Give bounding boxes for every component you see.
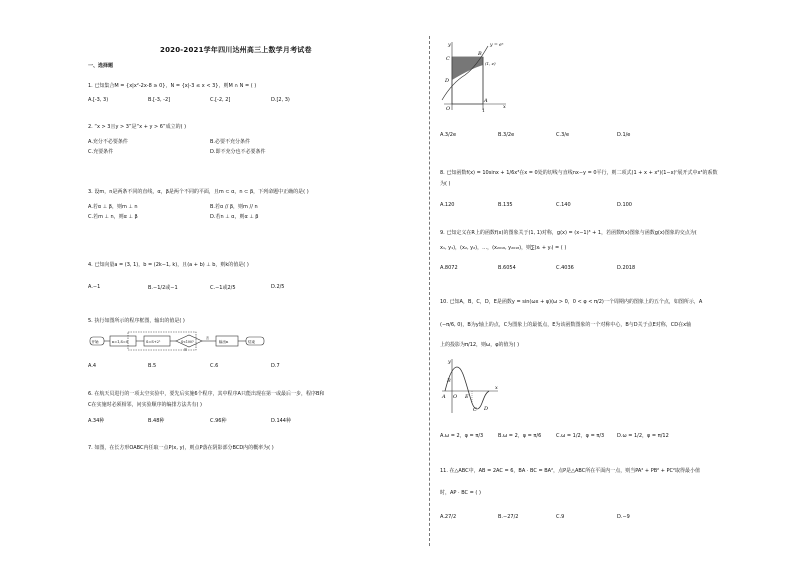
question-8-line-1: 8. 已知函数f(x) = 10sinx + 1/6x³在x = 0处的切线与直线nx−y = 0平行，则二项式(1 + x + x²)(1−x)ⁿ展开式中x⁴的系数	[440, 170, 718, 176]
q11-option-d: D.−9	[617, 514, 630, 520]
flow-start: 开始	[91, 340, 99, 344]
question-10-line-1: 10. 已知A，B，C，D，E是函数y = sin(ωx + φ)(ω > 0，0 < φ < π/2)一个周期内的图象上的五个点，如图所示，A	[440, 299, 703, 305]
q5-option-b: B.5	[148, 363, 157, 369]
q8-option-a: A.120	[440, 202, 455, 208]
flow-output: 输出n	[219, 340, 229, 344]
question-6-line-1: 6. 在航天员进行的一项太空实验中，要先后实施6个程序，其中程序A只能出现在第一或最后一步，程序B和	[88, 391, 325, 397]
question-9-line-1: 9. 已知定义在R上的函数f(x)的图象关于(1, 1)对称，g(x) = (x−1)³ + 1，若函数f(x)图象与函数g(x)图象的交点为(	[440, 230, 697, 236]
question-5: 5. 执行如图所示的程序框图，输出的值是( )	[88, 318, 185, 324]
q7-option-c: C.3/e	[556, 132, 570, 138]
flow-no: 否	[206, 336, 210, 340]
question-7: 7. 如图，在长方形OABC内任取一点P(x, y)，则点P落在阴影部分BCD内的概率为( )	[88, 445, 274, 451]
question-11-line-1: 11. 在△ABC中，AB = 2AC = 6，BA · BC = BA²，点P是△ABC所在平面内一点，则当PA² + PB² + PC²取得最小值	[440, 468, 701, 474]
flowchart	[88, 330, 278, 352]
q4-option-c: C.−1或2/5	[210, 285, 236, 291]
graph10-c-label: C	[473, 407, 477, 413]
q11-option-c: C.9	[556, 514, 565, 520]
q3-option-b: B.若α // β，则m // n	[210, 204, 258, 210]
q3-option-c: C.若m ⊥ n，则α ⊥ β	[88, 214, 138, 220]
q11-option-a: A.27/2	[440, 514, 457, 520]
question-2: 2. “x > 3且y > 3”是“x + y > 6”成立的( )	[88, 124, 187, 130]
question-1: 1. 已知集合M = {x|x²-2x-8 ≥ 0}，N = {x|-3 ≤ x < 3}，则M ∩ N = ( )	[88, 83, 257, 89]
q10-option-d: D.ω = 1/2，φ = π/12	[617, 433, 669, 439]
question-6-line-2: C在实施时必须相邻，问实验顺序的编排方法共有( )	[88, 402, 202, 408]
origin-label: O	[446, 106, 451, 112]
section-heading: 一、选择题	[88, 63, 114, 69]
q3-option-d: D.若n ⊥ α，则α ⊥ β	[210, 214, 259, 220]
q5-option-c: C.6	[210, 363, 219, 369]
point-coordinate-label: (1, e)	[485, 61, 496, 66]
q2-option-c: C.充要条件	[88, 149, 114, 155]
q1-option-b: B.[-3, -2]	[148, 97, 171, 103]
q11-option-b: B.−27/2	[498, 514, 519, 520]
flow-sum: S=S+2ⁿ	[146, 340, 161, 344]
graph10-d-label: D	[484, 406, 489, 412]
q7-option-a: A.3/2e	[440, 132, 457, 138]
curve-label: y = eˣ	[490, 43, 504, 48]
q9-option-b: B.6054	[498, 265, 516, 271]
sine-graph	[440, 355, 500, 415]
flow-condition: S<100?	[181, 340, 194, 344]
column-divider	[429, 36, 430, 546]
flow-end: 结束	[248, 340, 255, 344]
q6-option-d: D.144种	[271, 418, 291, 424]
exponential-graph	[440, 38, 510, 114]
q3-option-a: A.若α ⊥ β，则m ⊥ n	[88, 204, 138, 210]
q7-option-b: B.3/2e	[498, 132, 515, 138]
question-3: 3. 设m，n是两条不同的直线，α，β是两个不同的平面，且m ⊂ α，n ⊂ β，下列命题中正确的是( )	[88, 189, 309, 195]
point-d-label: D	[445, 78, 450, 84]
question-9-line-2: x₁, y₁)，(x₂, y₂)，…，(x₂₀₁₈, y₂₀₁₈)，则∑(xᵢ + yᵢ) = ( )	[440, 245, 567, 251]
flow-yes: 是	[184, 347, 188, 352]
question-10-line-2: (−π/6, 0)，B为y轴上的点，C为图象上的最低点，E为该函数图象的一个对称中心，B与D关于点E对称，CD在x轴	[440, 322, 692, 328]
q2-option-b: B.必要不充分条件	[210, 139, 251, 145]
q1-option-c: C.[-2, 2]	[210, 97, 231, 103]
q1-option-d: D.[2, 3)	[271, 97, 290, 103]
q4-option-d: D.2/5	[271, 284, 285, 290]
q10-option-c: C.ω = 1/2，φ = π/3	[556, 433, 605, 439]
question-4: 4. 已知向量a = (3, 1)，b = (2k−1, k)，且(a + b) ⊥ b，则k的值是( )	[88, 262, 249, 268]
q6-option-c: C.96种	[210, 418, 227, 424]
graph10-y-label: y	[448, 359, 451, 365]
graph10-e-label: E	[465, 394, 469, 400]
q8-option-d: D.100	[617, 202, 632, 208]
q6-option-b: B.48种	[148, 418, 165, 424]
point-c-label: C	[446, 56, 450, 62]
point-a-label: A	[484, 98, 488, 104]
q4-option-b: B.−1/2或−1	[148, 285, 178, 291]
question-8-line-2: 为( )	[440, 181, 451, 187]
q9-option-d: D.2018	[617, 265, 636, 271]
q10-option-a: A.ω = 2，φ = π/3	[440, 433, 484, 439]
point-b-label: B	[478, 51, 482, 57]
q7-option-d: D.1/e	[617, 132, 631, 138]
graph10-b-label: B	[447, 378, 451, 384]
q9-option-a: A.8072	[440, 265, 458, 271]
q2-option-d: D.即不充分也不必要条件	[210, 149, 266, 155]
tick-one-label: 1	[482, 109, 485, 114]
q5-option-d: D.7	[271, 363, 280, 369]
q10-option-b: B.ω = 2，φ = π/6	[498, 433, 542, 439]
flow-init: n=1,S=0	[112, 340, 129, 344]
y-axis-label: y	[448, 42, 451, 48]
q5-option-a: A.4	[88, 363, 97, 369]
q1-option-a: A.[-3, 3)	[88, 97, 109, 103]
x-axis-label: x	[503, 104, 506, 110]
page-title: 2020-2021学年四川达州高三上数学月考试卷	[160, 46, 312, 54]
q8-option-b: B.135	[498, 202, 513, 208]
question-11-line-2: 时，AP · BC = ( )	[440, 490, 481, 496]
q9-option-c: C.4036	[556, 265, 574, 271]
q2-option-a: A.充分不必要条件	[88, 139, 128, 145]
q4-option-a: A.−1	[88, 284, 101, 290]
question-10-line-3: 上的投影为π/12，则ω，φ的值为( )	[440, 342, 520, 348]
graph10-a-label: A	[442, 394, 446, 400]
graph10-x-label: x	[495, 385, 498, 391]
graph10-o-label: O	[453, 394, 458, 400]
q6-option-a: A.34种	[88, 418, 105, 424]
q8-option-c: C.140	[556, 202, 571, 208]
